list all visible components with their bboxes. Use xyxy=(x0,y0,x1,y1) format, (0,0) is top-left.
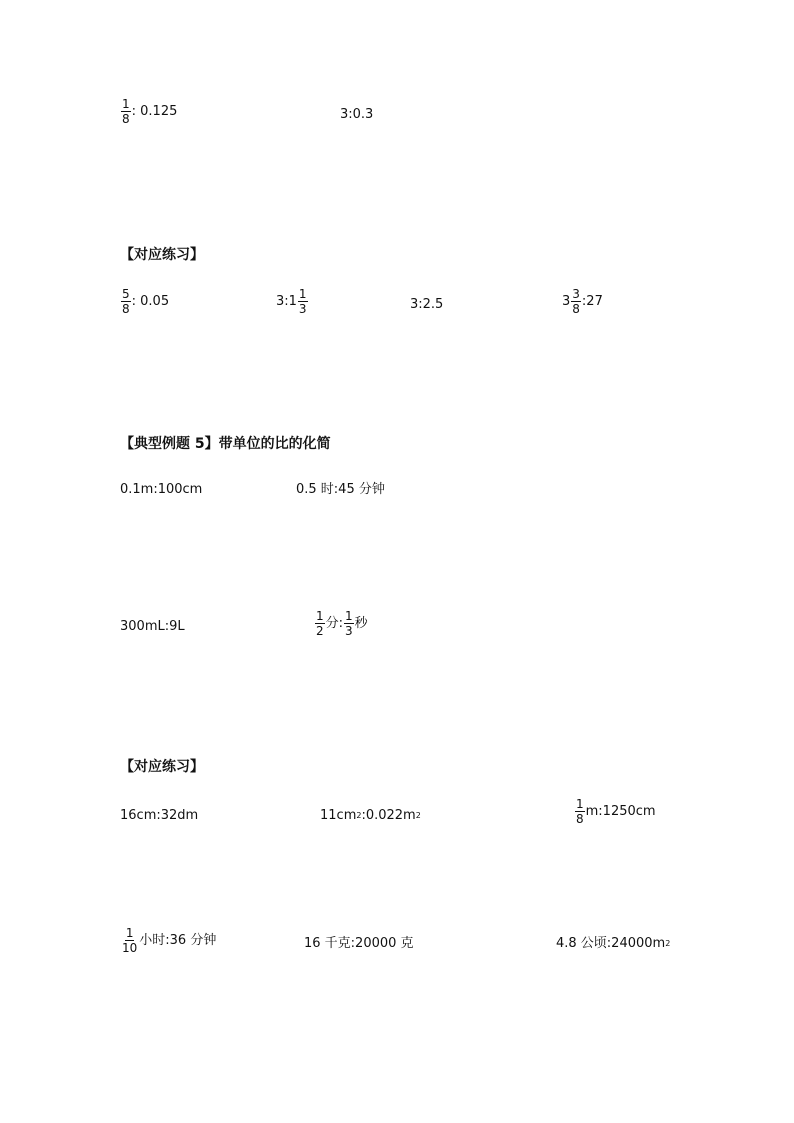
example-problem-3 xyxy=(120,620,185,633)
ratio-text: 0.1m:100cm xyxy=(120,482,203,497)
ratio-rest: 秒 xyxy=(354,616,368,631)
practice2-problem-5 xyxy=(304,937,414,950)
numerator: 1 xyxy=(316,609,324,623)
practice-problem-2 xyxy=(276,288,309,315)
numerator: 1 xyxy=(125,926,134,940)
ratio-mid: 分: xyxy=(325,616,344,631)
fraction xyxy=(315,610,325,637)
ratio-text: 4.8 公顷:24000m xyxy=(556,936,666,951)
ratio-text: 16cm:32dm xyxy=(120,808,199,823)
ratio-problem-1 xyxy=(120,98,177,125)
practice2-problem-4 xyxy=(120,927,216,954)
example-problem-2 xyxy=(296,483,385,496)
ratio-part-a: 11cm xyxy=(320,808,357,823)
denominator: 8 xyxy=(122,112,130,126)
numerator: 1 xyxy=(576,797,584,811)
denominator: 8 xyxy=(122,302,130,316)
ratio-text: 3:2.5 xyxy=(410,297,444,312)
fraction xyxy=(298,288,308,315)
ratio-text: 300mL:9L xyxy=(120,619,185,634)
example-heading-5: 【典型例题 5】带单位的比的化简 xyxy=(120,436,331,452)
numerator: 1 xyxy=(122,97,130,111)
practice2-problem-2: 11cm 2 :0.022m 2 xyxy=(320,808,421,823)
fraction xyxy=(121,98,131,125)
numerator: 3 xyxy=(572,287,580,301)
denominator: 8 xyxy=(576,812,584,826)
denominator: 3 xyxy=(345,624,353,638)
practice-heading-1: 【对应练习】 xyxy=(120,247,204,263)
ratio-rest: : 0.05 xyxy=(131,294,170,309)
ratio-part-b: :0.022m xyxy=(361,808,416,823)
practice2-problem-6: 4.8 公顷:24000m 2 xyxy=(556,936,671,951)
ratio-prefix: 3:1 xyxy=(276,294,297,309)
ratio-problem-2 xyxy=(340,108,373,121)
ratio-text: 3:0.3 xyxy=(340,107,374,122)
ratio-rest: : 0.125 xyxy=(131,104,178,119)
fraction xyxy=(344,610,354,637)
fraction xyxy=(575,798,585,825)
ratio-prefix: 3 xyxy=(562,294,571,309)
ratio-rest: m:1250cm xyxy=(585,804,656,819)
numerator: 1 xyxy=(298,287,307,301)
numerator: 1 xyxy=(345,609,353,623)
practice2-problem-1 xyxy=(120,809,198,822)
denominator: 10 xyxy=(122,941,138,955)
denominator: 3 xyxy=(298,302,307,316)
practice-problem-1 xyxy=(120,288,169,315)
practice-heading-2: 【对应练习】 xyxy=(120,759,204,775)
denominator: 2 xyxy=(316,624,324,638)
ratio-text: 0.5 时:45 分钟 xyxy=(296,482,385,497)
example-problem-1 xyxy=(120,483,202,496)
ratio-text: 16 千克:20000 克 xyxy=(304,936,414,951)
fraction xyxy=(121,288,131,315)
denominator: 8 xyxy=(572,302,580,316)
ratio-rest: 小时:36 分钟 xyxy=(139,933,217,948)
numerator: 5 xyxy=(122,287,130,301)
practice2-problem-3 xyxy=(574,798,656,825)
fraction xyxy=(571,288,581,315)
example-problem-4 xyxy=(314,610,368,637)
fraction xyxy=(121,927,138,954)
ratio-rest: :27 xyxy=(581,294,603,309)
practice-problem-4 xyxy=(562,288,603,315)
practice-problem-3 xyxy=(410,298,443,311)
